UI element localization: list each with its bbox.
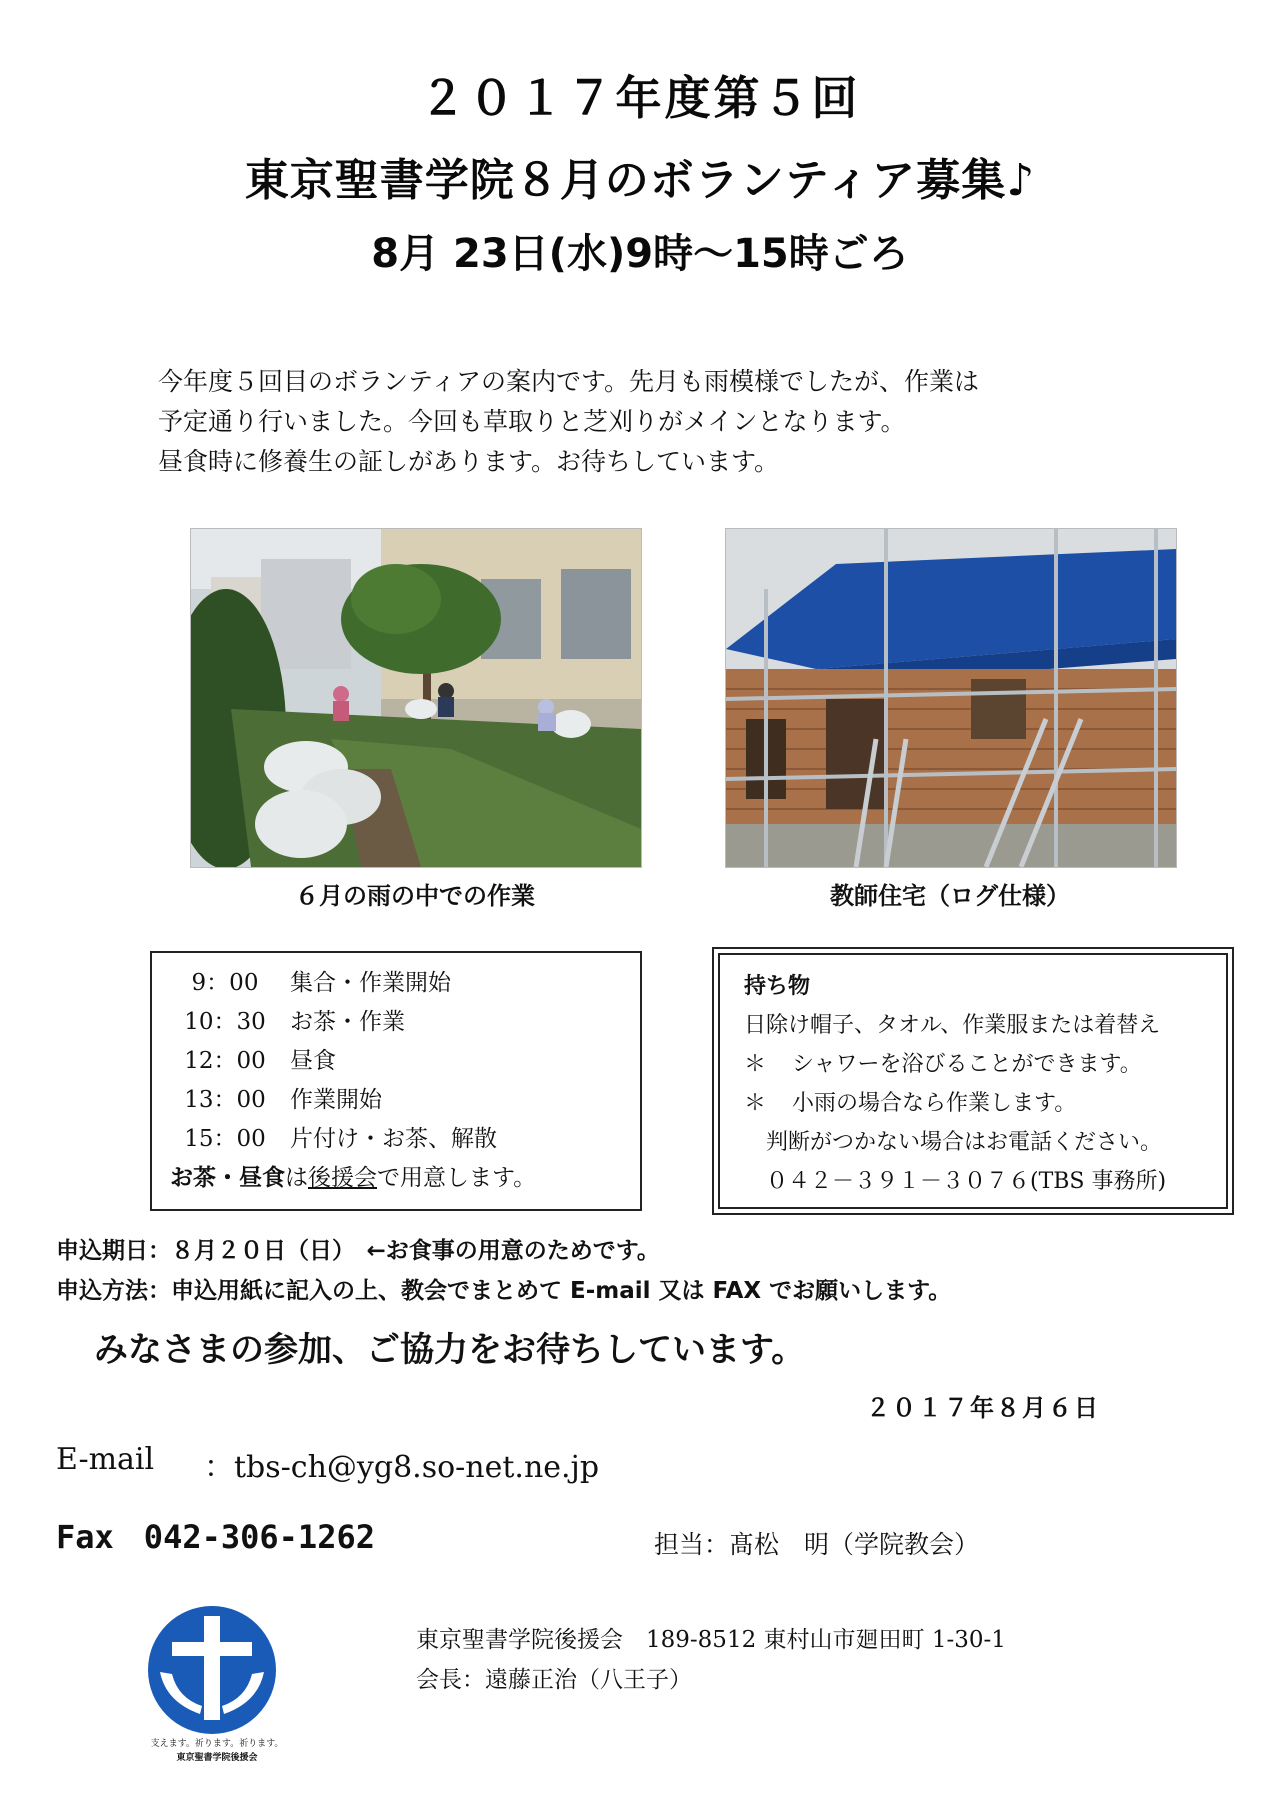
schedule-time: 9：00 <box>191 970 259 996</box>
organization-president: 会長：遠藤正治（八王子） <box>416 1667 692 1693</box>
schedule-activity: 集合・作業開始 <box>290 970 451 996</box>
organization-info <box>416 1620 1006 1700</box>
schedule-note-mid: は <box>285 1165 308 1191</box>
schedule-activity: 昼食 <box>290 1048 336 1074</box>
fax-line <box>56 1518 375 1556</box>
schedule-activity: お茶・作業 <box>290 1009 405 1035</box>
intro-paragraph <box>158 362 1128 482</box>
title-line1: ２０１７年度第５回 <box>419 71 861 125</box>
issue-date: ２０１７年８月６日 <box>866 1394 1100 1422</box>
belongings-note <box>744 1043 1216 1082</box>
closing-message: みなさまの参加、ご協力をお待ちしています。 <box>94 1330 806 1370</box>
belongings-note <box>744 1082 1216 1121</box>
title-line2: 東京聖書学院８月のボランティア募集♪ <box>244 155 1036 206</box>
belongings-box <box>712 947 1234 1215</box>
belongings-inner <box>718 953 1228 1209</box>
schedule-row <box>170 1117 622 1156</box>
office-phone: ０４２－３９１－３０７６(TBS 事務所) <box>766 1169 1167 1194</box>
contact-person: 担当：髙松 明（学院教会） <box>654 1530 980 1559</box>
logo-tagline: 支えます。祈ります。祈ります。 <box>150 1739 284 1749</box>
fax-label: Fax <box>56 1518 114 1556</box>
cross-hands-icon <box>132 1602 302 1737</box>
schedule-note-bold: お茶・昼食 <box>170 1165 285 1191</box>
email-address[interactable]: ：tbs-ch@yg8.so-net.ne.jp <box>204 1450 600 1485</box>
fax-number: 042-306-1262 <box>143 1518 375 1556</box>
application-method: 申込方法：申込用紙に記入の上、教会でまとめて E-mail 又は FAX でお願いします。 <box>56 1278 952 1304</box>
belongings-heading: 持ち物 <box>744 974 811 999</box>
garden-work-photo <box>190 528 642 868</box>
application-deadline: 申込期日：８月２０日（日） ←お食事の用意のためです。 <box>56 1238 660 1264</box>
schedule-activity: 片付け・お茶、解散 <box>290 1126 497 1152</box>
schedule-time: 12：00 <box>184 1048 266 1074</box>
schedule-time: 13：00 <box>184 1087 266 1113</box>
belongings-note-text: 小雨の場合なら作業します。 <box>792 1091 1077 1116</box>
schedule-note-underline: 後援会 <box>308 1165 377 1191</box>
belongings-note-call: 判断がつかない場合はお電話ください。 <box>766 1130 1163 1155</box>
intro-line: 昼食時に修養生の証しがあります。お待ちしています。 <box>158 447 780 476</box>
asterisk-mark: ＊ <box>744 1091 767 1116</box>
intro-line: 今年度５回目のボランティアの案内です。先月も雨模様でしたが、作業は <box>158 367 980 396</box>
email-label: E-mail <box>56 1442 155 1477</box>
schedule-box <box>150 951 642 1211</box>
schedule-row <box>170 1000 622 1039</box>
belongings-note-text: シャワーを浴びることができます。 <box>792 1052 1142 1077</box>
schedule-row <box>170 961 622 1000</box>
intro-line: 予定通り行いました。今回も草取りと芝刈りがメインとなります。 <box>158 407 906 436</box>
schedule-time: 15：00 <box>184 1126 266 1152</box>
schedule-row <box>170 1078 622 1117</box>
schedule-row <box>170 1039 622 1078</box>
schedule-note-end: で用意します。 <box>377 1165 537 1191</box>
schedule-activity: 作業開始 <box>290 1087 382 1113</box>
schedule-time: 10：30 <box>184 1009 266 1035</box>
belongings-items: 日除け帽子、タオル、作業服または着替え <box>744 1013 1161 1038</box>
logo-org-name: 東京聖書学院後援会 <box>176 1753 258 1763</box>
event-datetime: 8月 23日(水)9時～15時ごろ <box>371 231 909 277</box>
schedule-note <box>170 1156 622 1195</box>
organization-address: 東京聖書学院後援会 189-8512 東村山市廻田町 1-30-1 <box>416 1627 1006 1653</box>
asterisk-mark: ＊ <box>744 1052 767 1077</box>
log-house-photo <box>725 528 1177 868</box>
log-house-photo-caption: 教師住宅（ログ仕様） <box>830 882 1070 910</box>
garden-photo-caption: ６月の雨の中での作業 <box>295 882 535 910</box>
